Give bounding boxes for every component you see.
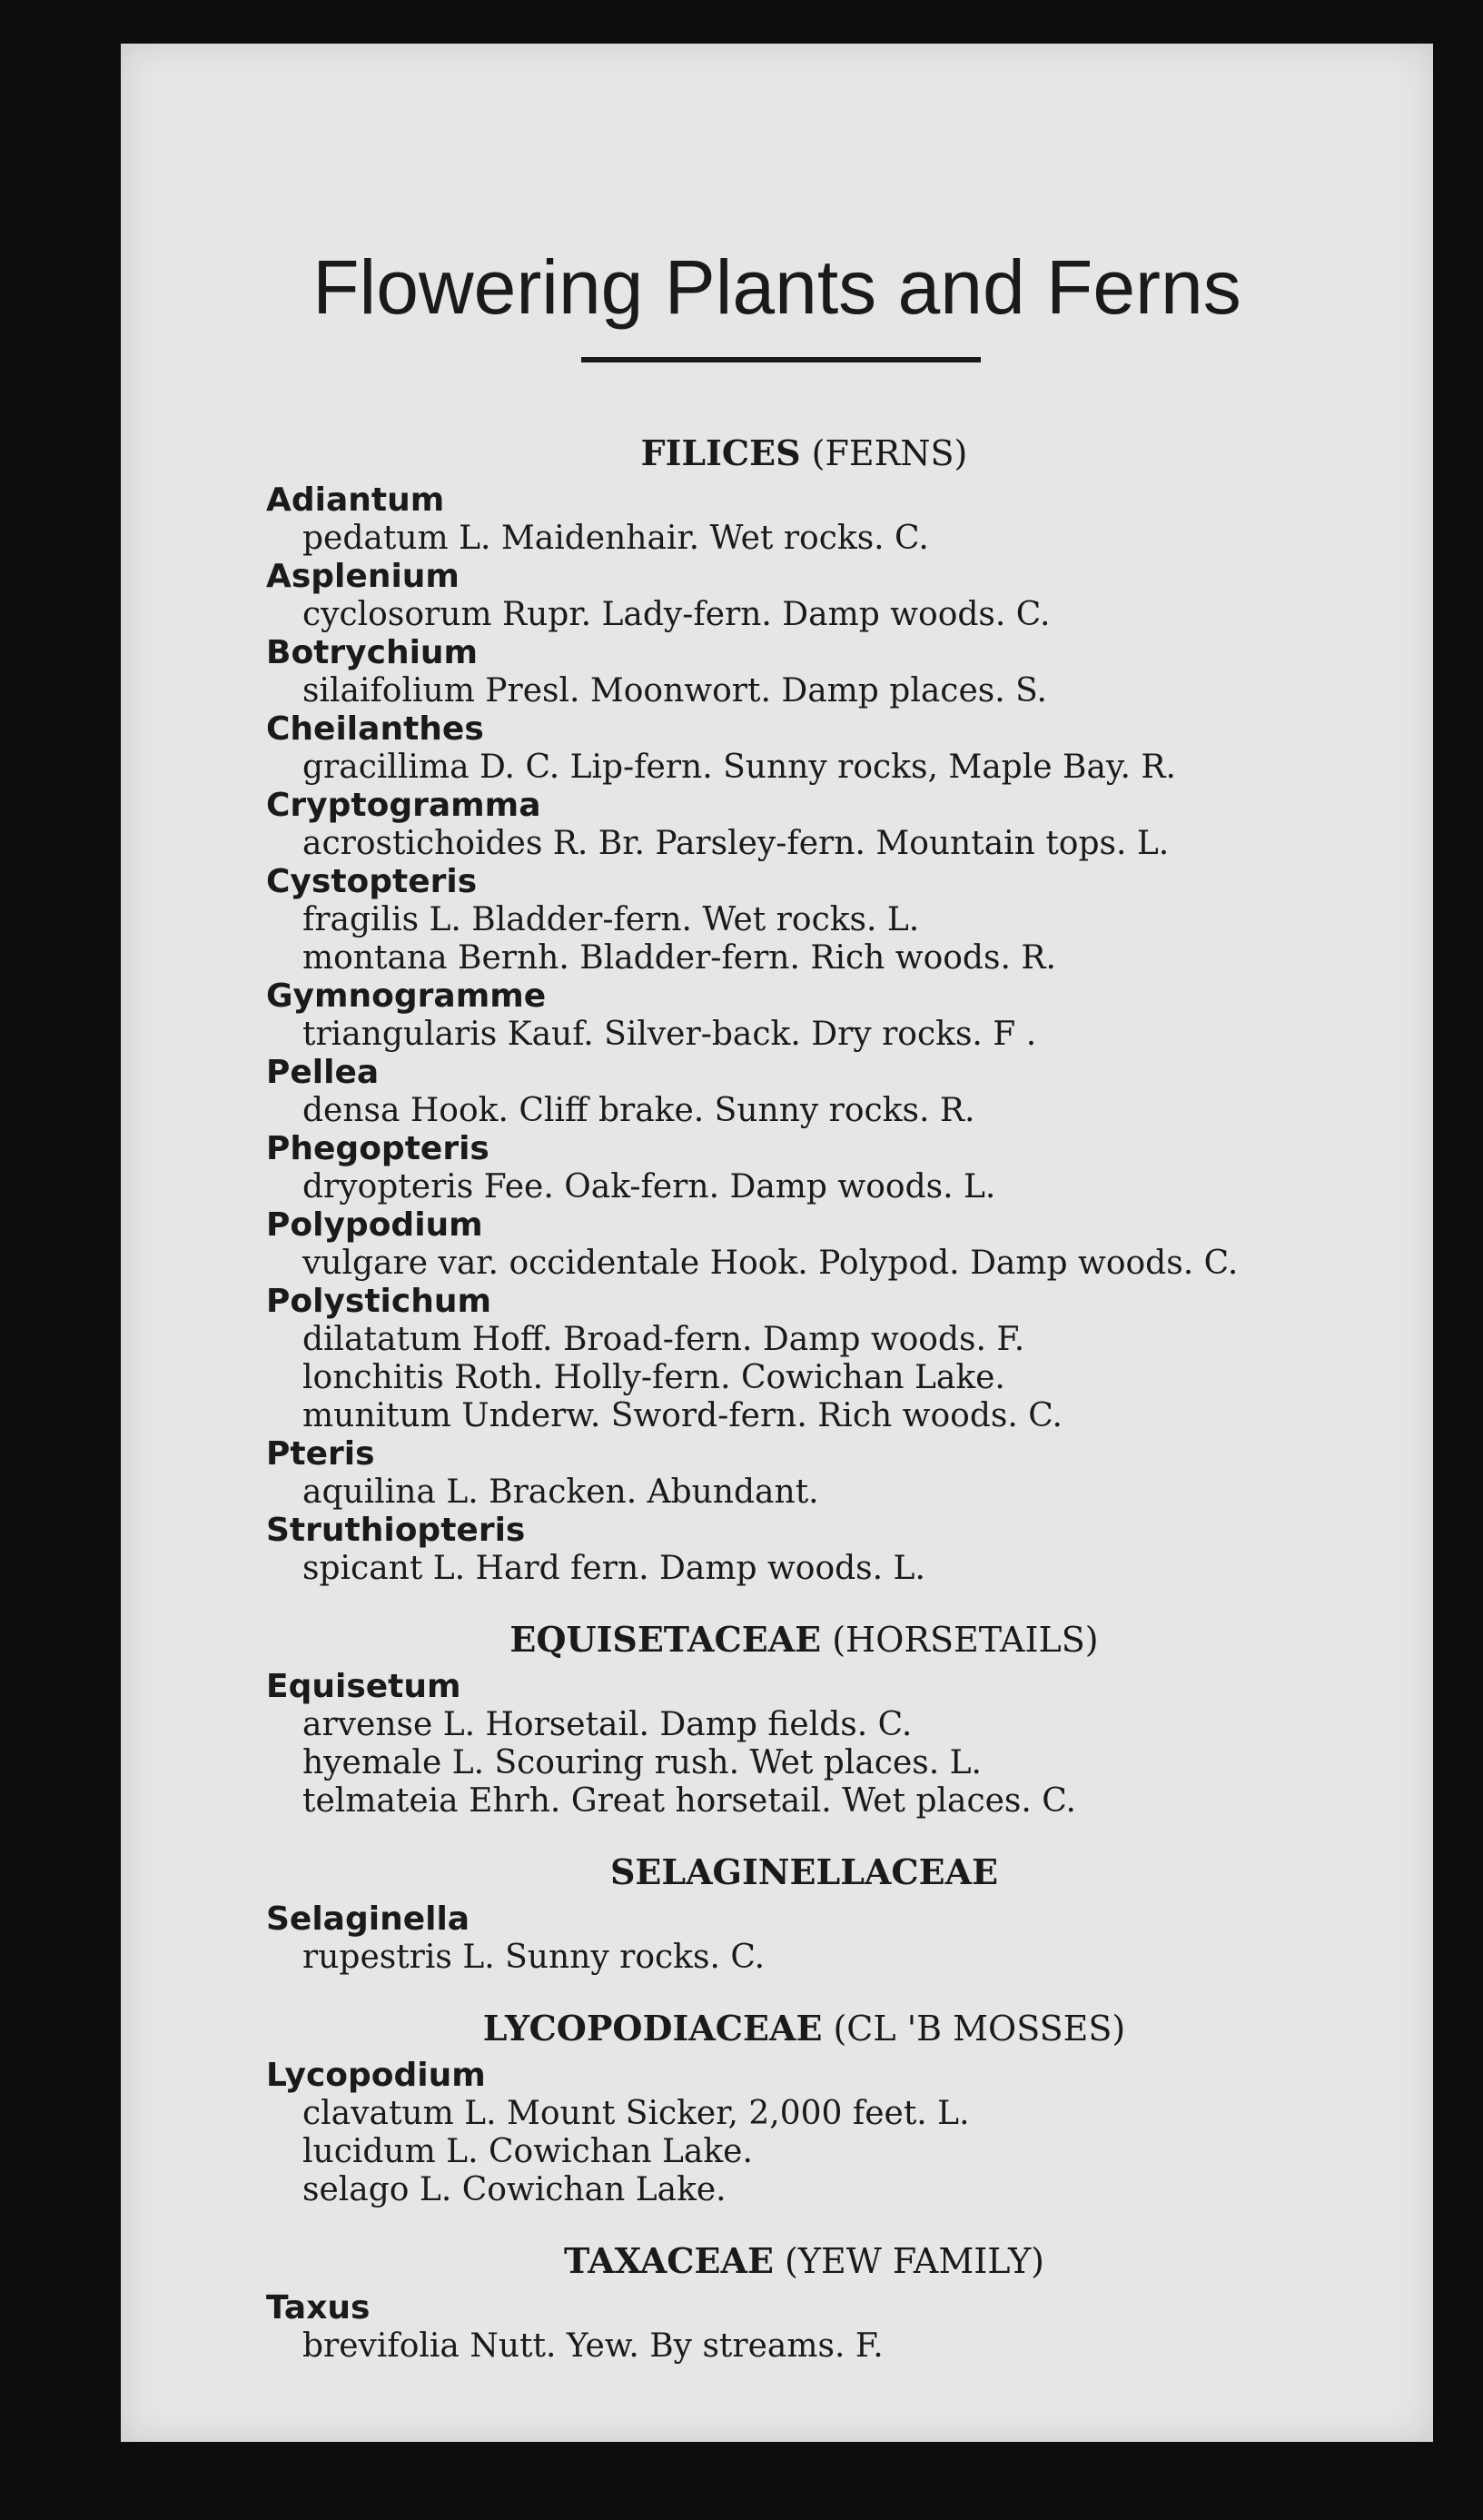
- section: [266, 1821, 1379, 1977]
- section: [266, 1588, 1379, 1821]
- species-entry: pedatum L. Maidenhair. Wet rocks. C.: [302, 520, 929, 557]
- genus-name: Selaginella: [266, 1900, 470, 1938]
- genus-name: Equisetum: [266, 1668, 461, 1705]
- section: [266, 1977, 1379, 2209]
- section: [266, 2209, 1379, 2366]
- section-heading: [121, 425, 1433, 481]
- section-gap: [266, 1821, 1379, 1844]
- species-entry: gracillima D. C. Lip-fern. Sunny rocks, Maple Bay. R.: [302, 749, 1176, 786]
- section-gap: [266, 1588, 1379, 1612]
- species-entry: triangularis Kauf. Silver-back. Dry rocks. F .: [302, 1016, 1037, 1053]
- genus-name: Struthiopteris: [266, 1512, 526, 1549]
- title-rule: [581, 357, 981, 362]
- species-entry: cyclosorum Rupr. Lady-fern. Damp woods. C.: [302, 596, 1051, 633]
- species-entry: lonchitis Roth. Holly-fern. Cowichan Lake.: [302, 1359, 1005, 1396]
- species-entry: dilatatum Hoff. Broad-fern. Damp woods. F.: [302, 1321, 1025, 1358]
- section-latin-name: SELAGINELLACEAE: [609, 1851, 999, 1892]
- genus-name: Botrychium: [266, 634, 479, 671]
- section-common-name: (HORSETAILS): [821, 1620, 1099, 1660]
- genus-name: Phegopteris: [266, 1130, 489, 1167]
- species-entry: vulgare var. occidentale Hook. Polypod. Damp woods. C.: [302, 1245, 1239, 1282]
- species-entry: clavatum L. Mount Sicker, 2,000 feet. L.: [302, 2095, 970, 2132]
- species-entry: montana Bernh. Bladder-fern. Rich woods. R.: [302, 939, 1056, 977]
- section-heading: [121, 2233, 1433, 2289]
- section-latin-name: LYCOPODIACEAE: [482, 2008, 823, 2049]
- section-gap: [266, 2209, 1379, 2233]
- genus-name: Taxus: [266, 2289, 371, 2327]
- species-entry: acrostichoides R. Br. Parsley-fern. Mountain tops. L.: [302, 825, 1170, 862]
- species-entry: munitum Underw. Sword-fern. Rich woods. C.: [302, 1397, 1063, 1434]
- genus-name: Cystopteris: [266, 863, 478, 900]
- section-common-name: (CL 'B MOSSES): [822, 2009, 1126, 2049]
- species-entry: fragilis L. Bladder-fern. Wet rocks. L.: [302, 901, 920, 938]
- species-entry: telmateia Ehrh. Great horsetail. Wet places. C.: [302, 1782, 1076, 1820]
- document-page: [121, 44, 1433, 2442]
- species-entry: spicant L. Hard fern. Damp woods. L.: [302, 1550, 925, 1587]
- species-entry: rupestris L. Sunny rocks. C.: [302, 1939, 766, 1976]
- genus-name: Gymnogramme: [266, 977, 547, 1015]
- genus-name: Lycopodium: [266, 2057, 486, 2094]
- genus-name: Cheilanthes: [266, 710, 484, 748]
- species-entry: lucidum L. Cowichan Lake.: [302, 2133, 753, 2170]
- section-latin-name: FILICES: [640, 432, 801, 473]
- species-entry: dryopteris Fee. Oak-fern. Damp woods. L.: [302, 1168, 996, 1205]
- species-entry: selago L. Cowichan Lake.: [302, 2171, 727, 2208]
- genus-name: Pellea: [266, 1054, 380, 1091]
- genus-name: Polystichum: [266, 1283, 492, 1320]
- section-latin-name: TAXACEAE: [564, 2240, 774, 2281]
- species-entry: brevifolia Nutt. Yew. By streams. F.: [302, 2327, 884, 2365]
- genus-name: Pteris: [266, 1435, 375, 1473]
- species-entry: silaifolium Presl. Moonwort. Damp places. S.: [302, 672, 1047, 709]
- genus-name: Cryptogramma: [266, 787, 541, 824]
- section-gap: [266, 1977, 1379, 2000]
- section-latin-name: EQUISETACEAE: [509, 1619, 822, 1660]
- species-entry: hyemale L. Scouring rush. Wet places. L.: [302, 1744, 982, 1781]
- genus-name: Polypodium: [266, 1206, 483, 1244]
- genus-name: Asplenium: [266, 558, 460, 595]
- genus-name: Adiantum: [266, 481, 445, 519]
- page-title: Flowering Plants and Ferns: [312, 244, 1241, 330]
- species-entry: arvense L. Horsetail. Damp fields. C.: [302, 1706, 913, 1743]
- section-heading: [121, 2000, 1433, 2057]
- section-heading: [121, 1844, 1433, 1900]
- species-entry: densa Hook. Cliff brake. Sunny rocks. R.: [302, 1092, 975, 1129]
- section-common-name: (FERNS): [800, 433, 968, 473]
- section-heading: [121, 1612, 1433, 1668]
- species-entry: aquilina L. Bracken. Abundant.: [302, 1473, 819, 1511]
- species-list: [266, 425, 1379, 2366]
- section-common-name: (YEW FAMILY): [773, 2241, 1044, 2281]
- section: [266, 425, 1379, 1588]
